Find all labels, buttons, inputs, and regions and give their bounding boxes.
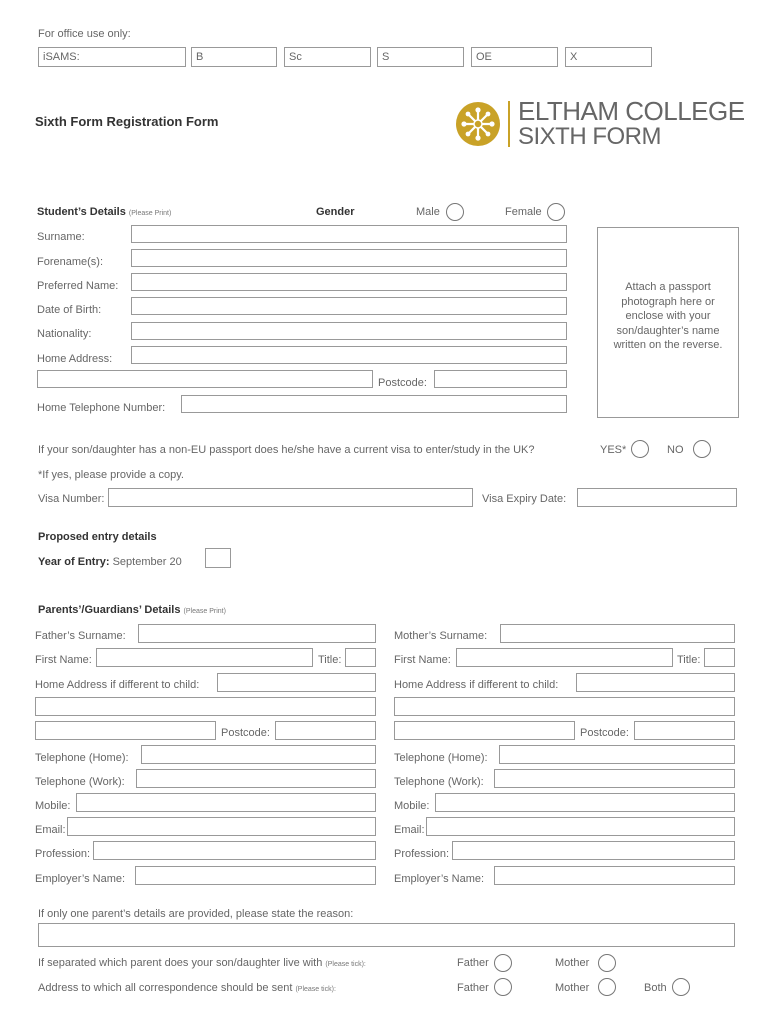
father-employer-label: Employer’s Name: — [35, 873, 126, 885]
year-of-entry-field[interactable] — [205, 548, 231, 568]
office-field-sc[interactable]: Sc — [284, 47, 371, 67]
father-address-line2-field[interactable] — [35, 697, 376, 716]
home-address-label: Home Address: — [37, 353, 113, 365]
logo-line2: SIXTH FORM — [518, 123, 661, 150]
correspondence-question: Address to which all correspondence should be sent (Please tick): — [38, 982, 336, 994]
separated-father-radio[interactable] — [494, 954, 512, 972]
visa-no-label: NO — [667, 444, 684, 456]
office-use-label: For office use only: — [38, 28, 131, 40]
one-parent-reason-field[interactable] — [38, 923, 735, 947]
form-title: Sixth Form Registration Form — [35, 114, 219, 129]
mother-address-line3-field[interactable] — [394, 721, 575, 740]
father-title-label: Title: — [318, 654, 342, 666]
visa-yes-radio[interactable] — [631, 440, 649, 458]
student-details-heading: Student’s Details (Please Print) — [37, 206, 172, 218]
father-postcode-field[interactable] — [275, 721, 376, 740]
office-field-oe[interactable]: OE — [471, 47, 558, 67]
mother-tel-work-label: Telephone (Work): — [394, 776, 484, 788]
mother-surname-field[interactable] — [500, 624, 735, 643]
visa-expiry-field[interactable] — [577, 488, 737, 507]
correspondence-both-radio[interactable] — [672, 978, 690, 996]
mother-tel-home-field[interactable] — [499, 745, 735, 764]
nationality-label: Nationality: — [37, 328, 92, 340]
mother-employer-field[interactable] — [494, 866, 735, 885]
office-field-s[interactable]: S — [377, 47, 464, 67]
surname-field[interactable] — [131, 225, 567, 243]
mother-mobile-label: Mobile: — [394, 800, 430, 812]
gender-label: Gender — [316, 206, 355, 218]
father-tel-home-field[interactable] — [141, 745, 376, 764]
visa-expiry-label: Visa Expiry Date: — [482, 493, 567, 505]
correspondence-both-label: Both — [644, 982, 667, 994]
parents-details-heading: Parents’/Guardians’ Details (Please Print) — [38, 604, 226, 616]
mother-mobile-field[interactable] — [435, 793, 735, 812]
gender-female-label: Female — [505, 206, 542, 218]
visa-question: If your son/daughter has a non-EU passport does he/she have a current visa to enter/study in the UK? — [38, 444, 535, 456]
postcode-field[interactable] — [434, 370, 567, 388]
father-mobile-label: Mobile: — [35, 800, 71, 812]
logo-line1: ELTHAM COLLEGE — [518, 96, 745, 126]
preferred-name-field[interactable] — [131, 273, 567, 291]
father-profession-field[interactable] — [93, 841, 376, 860]
home-address-line2-field[interactable] — [37, 370, 373, 388]
mother-tel-home-label: Telephone (Home): — [394, 752, 488, 764]
visa-copy-note: *If yes, please provide a copy. — [38, 469, 184, 481]
nationality-field[interactable] — [131, 322, 567, 340]
home-telephone-label: Home Telephone Number: — [37, 402, 166, 414]
father-email-label: Email: — [35, 824, 66, 836]
mother-title-label: Title: — [677, 654, 701, 666]
mother-postcode-field[interactable] — [634, 721, 735, 740]
mother-employer-label: Employer’s Name: — [394, 873, 485, 885]
forenames-field[interactable] — [131, 249, 567, 267]
father-tel-home-label: Telephone (Home): — [35, 752, 129, 764]
father-address-label: Home Address if different to child: — [35, 679, 200, 691]
correspondence-father-label: Father — [457, 982, 489, 994]
mother-profession-label: Profession: — [394, 848, 450, 860]
forenames-label: Forename(s): — [37, 256, 104, 268]
mother-address-label: Home Address if different to child: — [394, 679, 559, 691]
correspondence-father-radio[interactable] — [494, 978, 512, 996]
mother-email-label: Email: — [394, 824, 425, 836]
postcode-label: Postcode: — [378, 377, 427, 389]
preferred-name-label: Preferred Name: — [37, 280, 119, 292]
office-field-x[interactable]: X — [565, 47, 652, 67]
visa-yes-label: YES* — [600, 444, 627, 456]
father-employer-field[interactable] — [135, 866, 376, 885]
father-postcode-label: Postcode: — [221, 727, 270, 739]
visa-no-radio[interactable] — [693, 440, 711, 458]
gender-male-label: Male — [416, 206, 440, 218]
office-field-isams[interactable]: iSAMS: — [38, 47, 186, 67]
mother-tel-work-field[interactable] — [494, 769, 735, 788]
mother-first-name-field[interactable] — [456, 648, 673, 667]
father-surname-field[interactable] — [138, 624, 376, 643]
father-mobile-field[interactable] — [76, 793, 376, 812]
father-first-name-field[interactable] — [96, 648, 313, 667]
father-tel-work-label: Telephone (Work): — [35, 776, 125, 788]
gender-female-radio[interactable] — [547, 203, 565, 221]
proposed-entry-heading: Proposed entry details — [38, 531, 157, 543]
visa-number-field[interactable] — [108, 488, 473, 507]
gender-male-radio[interactable] — [446, 203, 464, 221]
one-parent-reason-label: If only one parent’s details are provided, please state the reason: — [38, 908, 354, 920]
father-surname-label: Father’s Surname: — [35, 630, 126, 642]
logo-divider — [508, 101, 510, 147]
dob-label: Date of Birth: — [37, 304, 102, 316]
home-telephone-field[interactable] — [181, 395, 567, 413]
mother-title-field[interactable] — [704, 648, 735, 667]
father-email-field[interactable] — [67, 817, 376, 836]
father-address-line3-field[interactable] — [35, 721, 216, 740]
mother-postcode-label: Postcode: — [580, 727, 629, 739]
mother-first-name-label: First Name: — [394, 654, 451, 666]
correspondence-mother-label: Mother — [555, 982, 590, 994]
separated-question: If separated which parent does your son/daughter live with (Please tick): — [38, 957, 366, 969]
mother-address-line2-field[interactable] — [394, 697, 735, 716]
mother-profession-field[interactable] — [452, 841, 735, 860]
office-field-b[interactable]: B — [191, 47, 277, 67]
passport-photo-area[interactable] — [597, 227, 739, 418]
passport-photo-instructions: Attach a passport photograph here or enclose with your son/daughter’s name written on the reverse. — [613, 281, 723, 351]
correspondence-mother-radio[interactable] — [598, 978, 616, 996]
father-title-field[interactable] — [345, 648, 376, 667]
home-address-field[interactable] — [131, 346, 567, 364]
separated-father-label: Father — [457, 957, 489, 969]
year-of-entry-label: Year of Entry: September 20 — [38, 556, 182, 568]
mother-email-field[interactable] — [426, 817, 735, 836]
surname-label: Surname: — [37, 231, 85, 243]
college-crest-icon — [455, 101, 501, 147]
visa-number-label: Visa Number: — [38, 493, 105, 505]
father-address-field[interactable] — [217, 673, 376, 692]
mother-address-field[interactable] — [576, 673, 735, 692]
mother-surname-label: Mother’s Surname: — [394, 630, 488, 642]
separated-mother-radio[interactable] — [598, 954, 616, 972]
father-first-name-label: First Name: — [35, 654, 92, 666]
father-profession-label: Profession: — [35, 848, 91, 860]
father-tel-work-field[interactable] — [136, 769, 376, 788]
dob-field[interactable] — [131, 297, 567, 315]
separated-mother-label: Mother — [555, 957, 590, 969]
